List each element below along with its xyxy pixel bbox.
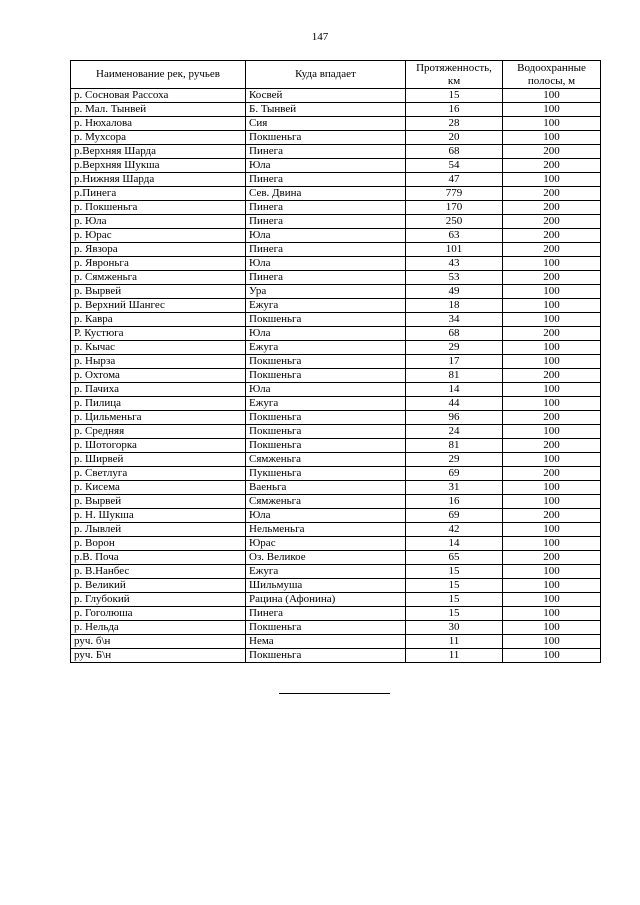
- cell-inflow: Пинега: [246, 215, 406, 229]
- cell-protection-zone: 100: [503, 649, 601, 663]
- cell-protection-zone: 200: [503, 243, 601, 257]
- cell-protection-zone: 100: [503, 481, 601, 495]
- cell-inflow: Пинега: [246, 607, 406, 621]
- cell-protection-zone: 200: [503, 439, 601, 453]
- cell-inflow: Пинега: [246, 201, 406, 215]
- cell-inflow: Нема: [246, 635, 406, 649]
- cell-inflow: Пинега: [246, 271, 406, 285]
- cell-length: 43: [406, 257, 503, 271]
- cell-protection-zone: 100: [503, 495, 601, 509]
- table-row: [71, 173, 601, 187]
- cell-protection-zone: 200: [503, 551, 601, 565]
- cell-inflow: Оз. Великое: [246, 551, 406, 565]
- cell-length: 81: [406, 369, 503, 383]
- cell-protection-zone: 200: [503, 369, 601, 383]
- cell-length: 15: [406, 607, 503, 621]
- cell-river-name: р. Мухсора: [71, 131, 246, 145]
- cell-length: 24: [406, 425, 503, 439]
- cell-river-name: р. Нельда: [71, 621, 246, 635]
- table-row: [71, 117, 601, 131]
- cell-river-name: р. Сямженьга: [71, 271, 246, 285]
- cell-river-name: Р. Кустюга: [71, 327, 246, 341]
- cell-river-name: р.Верхняя Шукша: [71, 159, 246, 173]
- cell-length: 11: [406, 649, 503, 663]
- cell-river-name: р. Юрас: [71, 229, 246, 243]
- header-length: Протяженность, км: [406, 61, 503, 89]
- cell-river-name: р. Кавра: [71, 313, 246, 327]
- cell-protection-zone: 100: [503, 453, 601, 467]
- cell-river-name: р. Явзора: [71, 243, 246, 257]
- cell-length: 69: [406, 467, 503, 481]
- cell-river-name: р. Цильменьга: [71, 411, 246, 425]
- cell-river-name: р. Кычас: [71, 341, 246, 355]
- table-row: [71, 607, 601, 621]
- table-row: [71, 327, 601, 341]
- cell-river-name: р. Вырвей: [71, 495, 246, 509]
- table-row: [71, 89, 601, 103]
- cell-length: 15: [406, 89, 503, 103]
- cell-river-name: р. Глубокий: [71, 593, 246, 607]
- cell-river-name: р. Кисема: [71, 481, 246, 495]
- cell-length: 779: [406, 187, 503, 201]
- cell-length: 29: [406, 341, 503, 355]
- cell-inflow: Пинега: [246, 145, 406, 159]
- cell-inflow: Ежуга: [246, 299, 406, 313]
- cell-length: 44: [406, 397, 503, 411]
- table-row: [71, 369, 601, 383]
- cell-inflow: Юла: [246, 327, 406, 341]
- cell-length: 29: [406, 453, 503, 467]
- cell-inflow: Покшеньга: [246, 649, 406, 663]
- cell-length: 20: [406, 131, 503, 145]
- end-divider: [279, 693, 390, 694]
- table-row: [71, 621, 601, 635]
- cell-inflow: Юла: [246, 383, 406, 397]
- cell-inflow: Покшеньга: [246, 621, 406, 635]
- table-row: [71, 383, 601, 397]
- table-row: [71, 215, 601, 229]
- cell-river-name: р. Ширвей: [71, 453, 246, 467]
- table-row: [71, 103, 601, 117]
- cell-inflow: Покшеньга: [246, 313, 406, 327]
- cell-length: 53: [406, 271, 503, 285]
- table-row: [71, 523, 601, 537]
- cell-protection-zone: 200: [503, 411, 601, 425]
- cell-river-name: р.Пинега: [71, 187, 246, 201]
- cell-river-name: р. Лывлей: [71, 523, 246, 537]
- cell-river-name: р. Охтома: [71, 369, 246, 383]
- cell-river-name: р. Верхний Шангес: [71, 299, 246, 313]
- table-row: [71, 243, 601, 257]
- rivers-table: [70, 60, 601, 663]
- cell-river-name: руч. б\н: [71, 635, 246, 649]
- cell-inflow: Б. Тынвей: [246, 103, 406, 117]
- cell-inflow: Ваеньга: [246, 481, 406, 495]
- cell-river-name: р. Пачиха: [71, 383, 246, 397]
- cell-river-name: р.Верхняя Шарда: [71, 145, 246, 159]
- cell-protection-zone: 100: [503, 103, 601, 117]
- cell-protection-zone: 200: [503, 215, 601, 229]
- cell-inflow: Шильмуша: [246, 579, 406, 593]
- table-row: [71, 271, 601, 285]
- table-row: [71, 509, 601, 523]
- cell-river-name: р. Явроньга: [71, 257, 246, 271]
- cell-protection-zone: 200: [503, 159, 601, 173]
- cell-river-name: р. Нырза: [71, 355, 246, 369]
- cell-protection-zone: 100: [503, 131, 601, 145]
- cell-length: 17: [406, 355, 503, 369]
- cell-protection-zone: 100: [503, 397, 601, 411]
- cell-river-name: р. Великий: [71, 579, 246, 593]
- cell-river-name: р. Гоголюша: [71, 607, 246, 621]
- cell-protection-zone: 100: [503, 383, 601, 397]
- cell-length: 15: [406, 579, 503, 593]
- cell-river-name: р. Пилица: [71, 397, 246, 411]
- cell-inflow: Нельменьга: [246, 523, 406, 537]
- cell-length: 47: [406, 173, 503, 187]
- header-river-name: Наименование рек, ручьев: [71, 61, 246, 89]
- table-row: [71, 425, 601, 439]
- table-row: [71, 201, 601, 215]
- table-row: [71, 579, 601, 593]
- header-protection-zone: Водоохранные полосы, м: [503, 61, 601, 89]
- header-row: [71, 61, 601, 89]
- cell-river-name: р. Н. Шукша: [71, 509, 246, 523]
- cell-length: 68: [406, 327, 503, 341]
- table-row: [71, 593, 601, 607]
- table-row: [71, 481, 601, 495]
- table-row: [71, 355, 601, 369]
- cell-inflow: Покшеньга: [246, 131, 406, 145]
- cell-length: 250: [406, 215, 503, 229]
- table-row: [71, 257, 601, 271]
- cell-length: 68: [406, 145, 503, 159]
- cell-length: 30: [406, 621, 503, 635]
- cell-length: 14: [406, 383, 503, 397]
- cell-length: 34: [406, 313, 503, 327]
- cell-inflow: Пинега: [246, 243, 406, 257]
- cell-length: 63: [406, 229, 503, 243]
- cell-protection-zone: 200: [503, 327, 601, 341]
- cell-length: 65: [406, 551, 503, 565]
- cell-protection-zone: 100: [503, 299, 601, 313]
- cell-inflow: Юла: [246, 509, 406, 523]
- cell-inflow: Сямженьга: [246, 453, 406, 467]
- cell-protection-zone: 200: [503, 229, 601, 243]
- cell-inflow: Ежуга: [246, 397, 406, 411]
- cell-river-name: р.В. Поча: [71, 551, 246, 565]
- cell-length: 54: [406, 159, 503, 173]
- cell-protection-zone: 100: [503, 89, 601, 103]
- table-row: [71, 397, 601, 411]
- cell-river-name: р. Светлуга: [71, 467, 246, 481]
- cell-river-name: р. Вырвей: [71, 285, 246, 299]
- cell-inflow: Юла: [246, 257, 406, 271]
- table-row: [71, 313, 601, 327]
- cell-inflow: Ура: [246, 285, 406, 299]
- cell-river-name: р. Покшеньга: [71, 201, 246, 215]
- cell-protection-zone: 200: [503, 145, 601, 159]
- cell-inflow: Пинега: [246, 173, 406, 187]
- cell-protection-zone: 100: [503, 565, 601, 579]
- cell-protection-zone: 200: [503, 509, 601, 523]
- cell-protection-zone: 100: [503, 355, 601, 369]
- cell-length: 18: [406, 299, 503, 313]
- cell-inflow: Ежуга: [246, 341, 406, 355]
- cell-protection-zone: 100: [503, 285, 601, 299]
- table-row: [71, 635, 601, 649]
- table-row: [71, 649, 601, 663]
- cell-inflow: Юла: [246, 159, 406, 173]
- cell-inflow: Покшеньга: [246, 411, 406, 425]
- cell-protection-zone: 100: [503, 579, 601, 593]
- cell-inflow: Юрас: [246, 537, 406, 551]
- cell-river-name: р. В.Нанбес: [71, 565, 246, 579]
- cell-river-name: р. Ворон: [71, 537, 246, 551]
- cell-protection-zone: 200: [503, 467, 601, 481]
- table-row: [71, 187, 601, 201]
- table-row: [71, 537, 601, 551]
- cell-inflow: Сямженьга: [246, 495, 406, 509]
- cell-protection-zone: 200: [503, 201, 601, 215]
- cell-length: 15: [406, 593, 503, 607]
- cell-inflow: Покшеньга: [246, 355, 406, 369]
- cell-length: 11: [406, 635, 503, 649]
- cell-inflow: Юла: [246, 229, 406, 243]
- table-body: [71, 89, 601, 663]
- table-row: [71, 439, 601, 453]
- table-row: [71, 495, 601, 509]
- header-inflow: Куда впадает: [246, 61, 406, 89]
- cell-length: 14: [406, 537, 503, 551]
- table-row: [71, 565, 601, 579]
- cell-length: 96: [406, 411, 503, 425]
- cell-length: 28: [406, 117, 503, 131]
- cell-protection-zone: 100: [503, 257, 601, 271]
- table-row: [71, 299, 601, 313]
- cell-river-name: р. Мал. Тынвей: [71, 103, 246, 117]
- cell-river-name: р. Сосновая Рассоха: [71, 89, 246, 103]
- cell-length: 69: [406, 509, 503, 523]
- cell-length: 49: [406, 285, 503, 299]
- cell-river-name: руч. Б\н: [71, 649, 246, 663]
- cell-inflow: Сев. Двина: [246, 187, 406, 201]
- cell-inflow: Покшеньга: [246, 439, 406, 453]
- cell-length: 16: [406, 103, 503, 117]
- cell-length: 16: [406, 495, 503, 509]
- cell-length: 81: [406, 439, 503, 453]
- cell-protection-zone: 100: [503, 523, 601, 537]
- cell-protection-zone: 100: [503, 341, 601, 355]
- cell-protection-zone: 100: [503, 173, 601, 187]
- table-row: [71, 551, 601, 565]
- table-row: [71, 341, 601, 355]
- table-row: [71, 453, 601, 467]
- cell-inflow: Косвей: [246, 89, 406, 103]
- cell-protection-zone: 200: [503, 271, 601, 285]
- table-row: [71, 145, 601, 159]
- cell-river-name: р. Нюхалова: [71, 117, 246, 131]
- table-row: [71, 467, 601, 481]
- table-row: [71, 159, 601, 173]
- cell-river-name: р. Шотогорка: [71, 439, 246, 453]
- cell-river-name: р.Нижняя Шарда: [71, 173, 246, 187]
- cell-length: 15: [406, 565, 503, 579]
- table-row: [71, 411, 601, 425]
- page-number: 147: [311, 31, 329, 43]
- cell-protection-zone: 100: [503, 593, 601, 607]
- cell-length: 31: [406, 481, 503, 495]
- cell-protection-zone: 100: [503, 621, 601, 635]
- cell-protection-zone: 100: [503, 425, 601, 439]
- cell-inflow: Ежуга: [246, 565, 406, 579]
- cell-protection-zone: 100: [503, 607, 601, 621]
- cell-protection-zone: 100: [503, 537, 601, 551]
- cell-length: 170: [406, 201, 503, 215]
- cell-inflow: Покшеньга: [246, 425, 406, 439]
- cell-protection-zone: 200: [503, 187, 601, 201]
- table-row: [71, 285, 601, 299]
- table-row: [71, 229, 601, 243]
- cell-length: 42: [406, 523, 503, 537]
- cell-protection-zone: 100: [503, 635, 601, 649]
- cell-length: 101: [406, 243, 503, 257]
- table-row: [71, 131, 601, 145]
- cell-inflow: Покшеньга: [246, 369, 406, 383]
- cell-river-name: р. Юла: [71, 215, 246, 229]
- cell-inflow: Пукшеньга: [246, 467, 406, 481]
- table-header: [71, 61, 601, 89]
- cell-inflow: Рацина (Афонина): [246, 593, 406, 607]
- cell-river-name: р. Средняя: [71, 425, 246, 439]
- cell-protection-zone: 100: [503, 313, 601, 327]
- cell-protection-zone: 100: [503, 117, 601, 131]
- cell-inflow: Сия: [246, 117, 406, 131]
